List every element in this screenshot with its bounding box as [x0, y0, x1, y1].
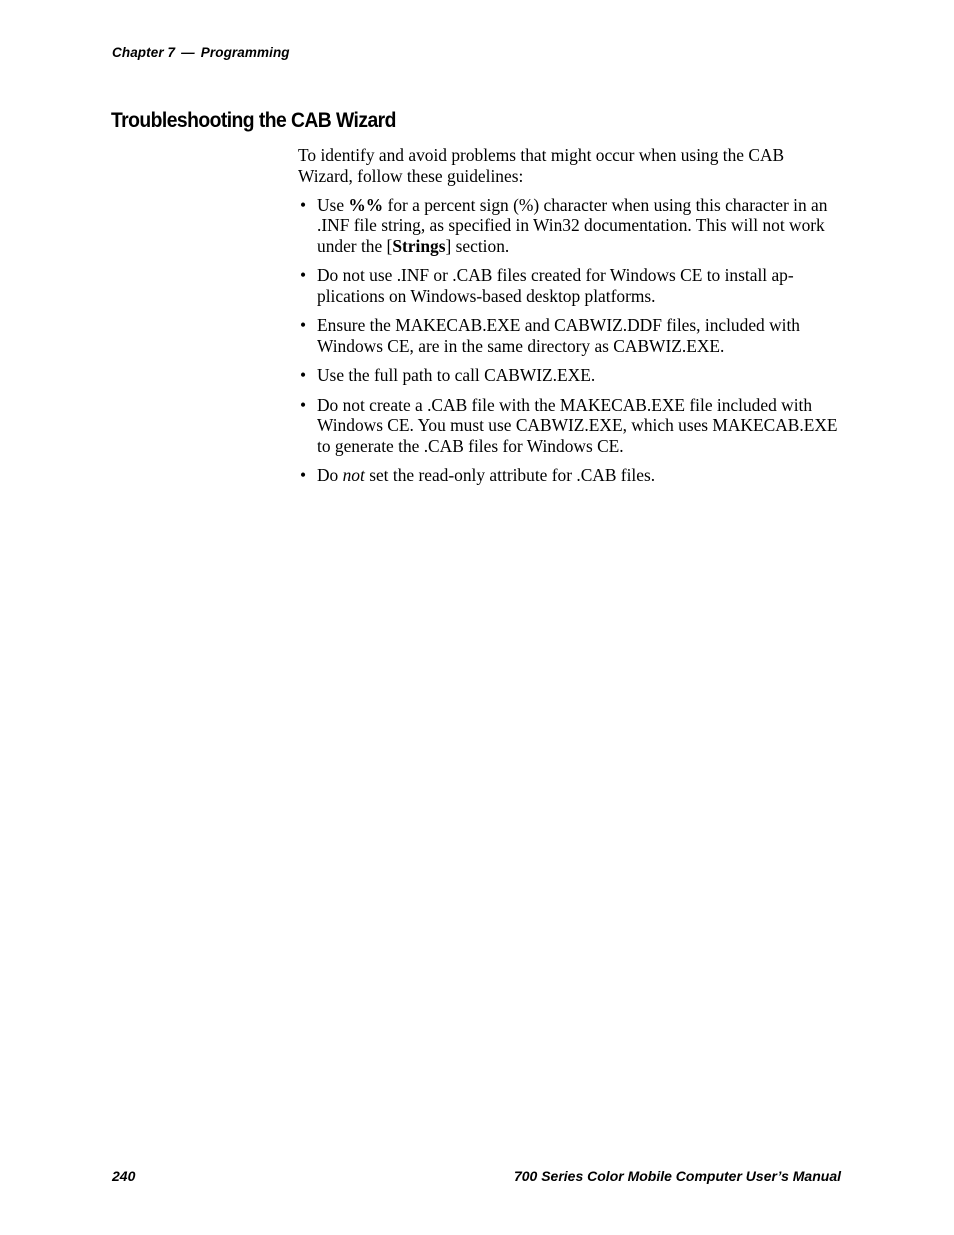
bullet-text: Ensure the MAKECAB.EXE and CABWIZ.DDF files, included with Windows CE, are in the same directory as CABWIZ.EXE.: [317, 315, 801, 356]
intro-paragraph: To identify and avoid problems that might occur when using the CAB Wizard, follow these guidelines:: [298, 145, 785, 186]
guidelines-list: [298, 195, 838, 486]
percent-code: %%: [348, 194, 384, 215]
bullet-text: ] section.: [445, 235, 510, 256]
bullet-glyph: •: [300, 465, 307, 485]
bullet-text: Use: [317, 194, 349, 215]
bullet-text: Do not use .INF or .CAB files created for Windows CE to install ap-plications on Windows-based desktop platforms.: [317, 265, 794, 306]
body-text: [298, 145, 838, 495]
list-item: [298, 465, 838, 486]
strings-section-name: Strings: [392, 235, 446, 256]
header-separator: —: [181, 45, 195, 60]
bullet-glyph: •: [300, 365, 307, 385]
bullet-glyph: •: [300, 315, 307, 335]
bullet-text: Do not create a .CAB file with the MAKECAB.EXE file included with Windows CE. You must use CABWIZ.EXE, which uses MAKECAB.EXE to generate the .CAB files for Windows CE.: [317, 394, 838, 456]
bullet-text: set the read-only attribute for .CAB files.: [364, 465, 656, 485]
bullet-glyph: •: [300, 265, 307, 285]
bullet-text: for a percent sign (%) character when using this character in an .INF file string, as specified in Win32 documentation. This will not work under the [: [317, 194, 828, 256]
list-item: [298, 365, 838, 386]
list-item: [298, 265, 838, 306]
bullet-text: Use the full path to call CABWIZ.EXE.: [317, 365, 596, 385]
section-title: Troubleshooting the CAB Wizard: [111, 109, 396, 132]
bullet-glyph: •: [300, 394, 307, 415]
emphasis-not: not: [342, 465, 365, 485]
chapter-number: Chapter 7: [112, 45, 176, 60]
chapter-title: Programming: [200, 45, 290, 60]
running-header: [112, 45, 290, 60]
manual-title: 700 Series Color Mobile Computer User’s Manual: [513, 1168, 841, 1184]
list-item: [298, 395, 838, 457]
bullet-glyph: •: [300, 194, 307, 215]
bullet-text: Do: [317, 465, 343, 485]
list-item: [298, 195, 838, 257]
list-item: [298, 315, 838, 356]
page-number: 240: [112, 1168, 136, 1184]
